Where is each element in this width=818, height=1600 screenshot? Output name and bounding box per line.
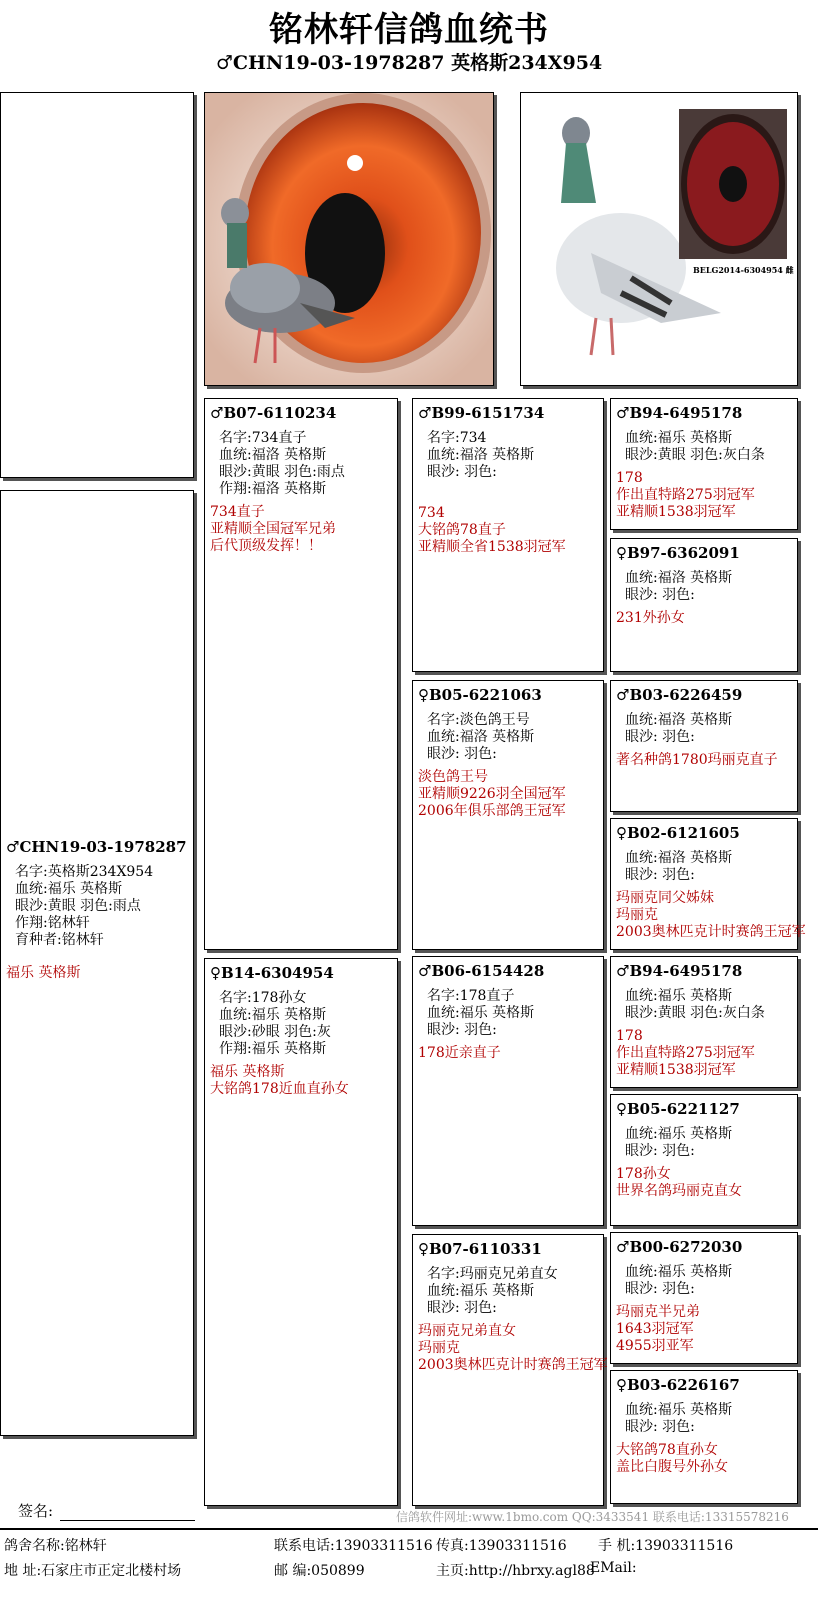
- gen4-info: [625, 430, 797, 464]
- main-bird-ring: ♂CHN19-03-1978287: [6, 838, 187, 856]
- note-line: 亚精顺9226羽全国冠军: [418, 786, 566, 802]
- info-line: 血统:福洛 英格斯: [219, 447, 327, 463]
- note-line: 盖比白腹号外孙女: [616, 1459, 728, 1475]
- gen4-ring: ♀B05-6221127: [616, 1100, 740, 1118]
- gen4-notes: [616, 470, 797, 521]
- gen4-info: [625, 850, 797, 884]
- info-line: 血统:福洛 英格斯: [625, 570, 733, 586]
- gen4-notes: [616, 610, 797, 627]
- gen3-box-3: [412, 956, 604, 1226]
- gen4-info: [625, 712, 797, 746]
- sire-info: [219, 430, 397, 498]
- note-line: 4955羽亚军: [616, 1338, 694, 1354]
- sire-box: [204, 398, 398, 950]
- note-line: 734直子: [210, 504, 265, 520]
- note-line: 大铭鸽78直孙女: [616, 1442, 718, 1458]
- footer-divider: [0, 1528, 818, 1530]
- gen4-notes: [616, 1166, 797, 1200]
- gen3-notes: [418, 1323, 608, 1374]
- gen3-info: [427, 1266, 603, 1317]
- gen4-ring: ♀B97-6362091: [616, 544, 740, 562]
- info-line: 眼沙:黄眼 羽色:灰白条: [625, 447, 765, 463]
- info-line: 血统:福乐 英格斯: [625, 1126, 733, 1142]
- gen3-ring: ♀B07-6110331: [418, 1240, 542, 1258]
- info-line: 眼沙: 羽色:: [427, 746, 497, 762]
- info-line: 血统:福乐 英格斯: [625, 1264, 733, 1280]
- gen3-info: [427, 430, 603, 481]
- note-line: 著名种鸽1780玛丽克直子: [616, 752, 778, 768]
- note-line: 231外孙女: [616, 610, 685, 626]
- gen4-info: [625, 988, 797, 1022]
- software-watermark: 信鸽软件网址:www.1bmo.com QQ:3433541 联系电话:13315578216: [396, 1510, 789, 1524]
- note-line: 玛丽克: [616, 907, 658, 923]
- note-line: 178孙女: [616, 1166, 671, 1182]
- info-line: 眼沙:黄眼 羽色:雨点: [219, 464, 345, 480]
- info-line: 名字:淡色鸽王号: [427, 712, 530, 728]
- gen4-notes: [616, 890, 806, 941]
- sire-notes: [210, 504, 397, 555]
- gen4-box-8: [610, 1370, 798, 1504]
- note-line: 大铭鸽178近血直孙女: [210, 1081, 349, 1097]
- gen4-box-6: [610, 1094, 798, 1226]
- info-line: 眼沙: 羽色:: [625, 1143, 695, 1159]
- gen4-ring: ♂B94-6495178: [616, 404, 743, 422]
- info-line: 作翔:福洛 英格斯: [219, 481, 327, 497]
- info-line: 名字:178直子: [427, 988, 515, 1004]
- info-line: 血统:福乐 英格斯: [219, 1007, 327, 1023]
- gen3-ring: ♂B06-6154428: [418, 962, 545, 980]
- note-line: 亚精顺1538羽冠军: [616, 504, 736, 520]
- info-line: 作翔:福乐 英格斯: [219, 1041, 327, 1057]
- gen4-notes: [616, 752, 797, 769]
- gen4-box-3: [610, 680, 798, 812]
- info-line: 血统:福乐 英格斯: [15, 881, 123, 897]
- info-line: 名字:178孙女: [219, 990, 307, 1006]
- info-line: 眼沙:黄眼 羽色:灰白条: [625, 1005, 765, 1021]
- info-line: 眼沙: 羽色:: [427, 464, 497, 480]
- note-line: 1643羽冠军: [616, 1321, 694, 1337]
- note-line: 作出直特路275羽冠军: [616, 487, 755, 503]
- note-line: 734: [418, 505, 445, 521]
- gen3-info: [427, 988, 603, 1039]
- note-line: 玛丽克半兄弟: [616, 1304, 700, 1320]
- info-line: 血统:福洛 英格斯: [625, 712, 733, 728]
- note-line: 2006年俱乐部鸽王冠军: [418, 803, 566, 819]
- note-line: 福乐 英格斯: [6, 965, 81, 981]
- info-line: 作翔:铭林轩: [15, 915, 90, 931]
- note-line: 玛丽克: [418, 1340, 460, 1356]
- gen4-ring: ♀B02-6121605: [616, 824, 740, 842]
- info-line: 眼沙:砂眼 羽色:灰: [219, 1024, 331, 1040]
- gen3-notes: [418, 1045, 603, 1062]
- gen3-box-2: [412, 680, 604, 950]
- gen4-info: [625, 570, 797, 604]
- note-line: 玛丽克同父姊妹: [616, 890, 714, 906]
- postcode: 邮 编:050899: [274, 1563, 365, 1579]
- gen4-info: [625, 1402, 797, 1436]
- eye-pigeon-photo: [204, 92, 494, 386]
- page-subtitle: ♂CHN19-03-1978287 英格斯234X954: [215, 52, 603, 74]
- gen4-notes: [616, 1442, 797, 1476]
- note-line: 淡色鸽王号: [418, 769, 488, 785]
- gen3-box-4: [412, 1234, 608, 1506]
- info-line: 名字:734: [427, 430, 487, 446]
- note-line: 玛丽克兄弟直女: [418, 1323, 516, 1339]
- main-bird-info: [15, 864, 187, 949]
- sire-ring: ♂B07-6110234: [210, 404, 337, 422]
- gen4-box-1: [610, 398, 798, 530]
- note-line: 2003奥林匹克计时赛鸽王冠军: [418, 1357, 608, 1373]
- note-line: 178: [616, 470, 643, 486]
- info-line: 眼沙: 羽色:: [625, 867, 695, 883]
- email-label: EMail:: [590, 1560, 637, 1576]
- info-line: 育种者:铭林轩: [15, 932, 104, 948]
- info-line: 血统:福洛 英格斯: [427, 447, 535, 463]
- contact-phone: 联系电话:13903311516: [274, 1538, 433, 1554]
- info-line: 血统:福洛 英格斯: [625, 850, 733, 866]
- info-line: 血统:福乐 英格斯: [427, 1005, 535, 1021]
- note-line: 178: [616, 1028, 643, 1044]
- info-line: 血统:福乐 英格斯: [625, 1402, 733, 1418]
- info-line: 眼沙: 羽色:: [427, 1300, 497, 1316]
- signature-line: [60, 1520, 195, 1521]
- info-line: 名字:英格斯234X954: [15, 864, 154, 880]
- note-line: 福乐 英格斯: [210, 1064, 285, 1080]
- dam-info: [219, 990, 397, 1058]
- note-line: 178近亲直子: [418, 1045, 501, 1061]
- note-line: 后代顶级发挥！！: [210, 538, 322, 554]
- gen4-info: [625, 1264, 797, 1298]
- gen3-notes: [418, 769, 603, 820]
- signature-label: 签名:: [18, 1502, 54, 1520]
- info-line: 名字:734直子: [219, 430, 307, 446]
- info-line: 眼沙: 羽色:: [625, 587, 695, 603]
- info-line: 血统:福乐 英格斯: [625, 988, 733, 1004]
- gen3-info: [427, 712, 603, 763]
- dam-notes: [210, 1064, 397, 1098]
- gen3-box-1: [412, 398, 604, 672]
- main-bird-notes: [6, 965, 187, 982]
- note-line: 亚精顺全国冠军兄弟: [210, 521, 336, 537]
- info-line: 眼沙: 羽色:: [625, 1419, 695, 1435]
- eye-pigeon-image: [205, 93, 493, 385]
- pigeon-photo: [520, 92, 798, 386]
- note-line: 2003奥林匹克计时赛鸽王冠军: [616, 924, 806, 940]
- info-line: 血统:福洛 英格斯: [427, 729, 535, 745]
- info-line: 眼沙: 羽色:: [427, 1022, 497, 1038]
- gen4-info: [625, 1126, 797, 1160]
- gen4-box-4: [610, 818, 806, 950]
- dam-box: [204, 958, 398, 1506]
- gen4-ring: ♂B94-6495178: [616, 962, 743, 980]
- info-line: 血统:福乐 英格斯: [427, 1283, 535, 1299]
- eye-inset-illustration: [679, 109, 787, 259]
- info-line: 眼沙:黄眼 羽色:雨点: [15, 898, 141, 914]
- gen3-ring: ♂B99-6151734: [418, 404, 545, 422]
- gen4-notes: [616, 1304, 797, 1355]
- info-line: 眼沙: 羽色:: [625, 1281, 695, 1297]
- fax-number: 传真:13903311516: [436, 1538, 567, 1554]
- dam-ring: ♀B14-6304954: [210, 964, 334, 982]
- gen4-box-7: [610, 1232, 798, 1364]
- info-line: 名字:玛丽克兄弟直女: [427, 1266, 558, 1282]
- info-line: 血统:福乐 英格斯: [625, 430, 733, 446]
- info-line: 眼沙: 羽色:: [625, 729, 695, 745]
- main-bird-box: [0, 490, 194, 1436]
- gen4-ring: ♂B03-6226459: [616, 686, 743, 704]
- club-name: 鸽舍名称:铭林轩: [4, 1538, 107, 1554]
- note-line: 大铭鸽78直子: [418, 522, 506, 538]
- pigeon-image: [521, 93, 797, 385]
- club-address: 地 址:石家庄市正定北楼村场: [4, 1563, 182, 1579]
- eye-caption: BELG2014-6304954 雌: [693, 265, 794, 275]
- gen3-notes: [418, 505, 603, 556]
- gen4-ring: ♀B03-6226167: [616, 1376, 740, 1394]
- page-title: 铭林轩信鸽血统书: [269, 10, 549, 50]
- note-line: 作出直特路275羽冠军: [616, 1045, 755, 1061]
- gen4-box-2: [610, 538, 798, 672]
- gen3-ring: ♀B05-6221063: [418, 686, 542, 704]
- gen4-ring: ♂B00-6272030: [616, 1238, 743, 1256]
- mobile-number: 手 机:13903311516: [598, 1538, 734, 1554]
- blank-info-box: [0, 92, 194, 478]
- gen4-box-5: [610, 956, 798, 1088]
- homepage-link[interactable]: 主页:http://hbrxy.agl88: [436, 1563, 595, 1579]
- gen4-notes: [616, 1028, 797, 1079]
- note-line: 亚精顺1538羽冠军: [616, 1062, 736, 1078]
- note-line: 亚精顺全省1538羽冠军: [418, 539, 566, 555]
- note-line: 世界名鸽玛丽克直女: [616, 1183, 742, 1199]
